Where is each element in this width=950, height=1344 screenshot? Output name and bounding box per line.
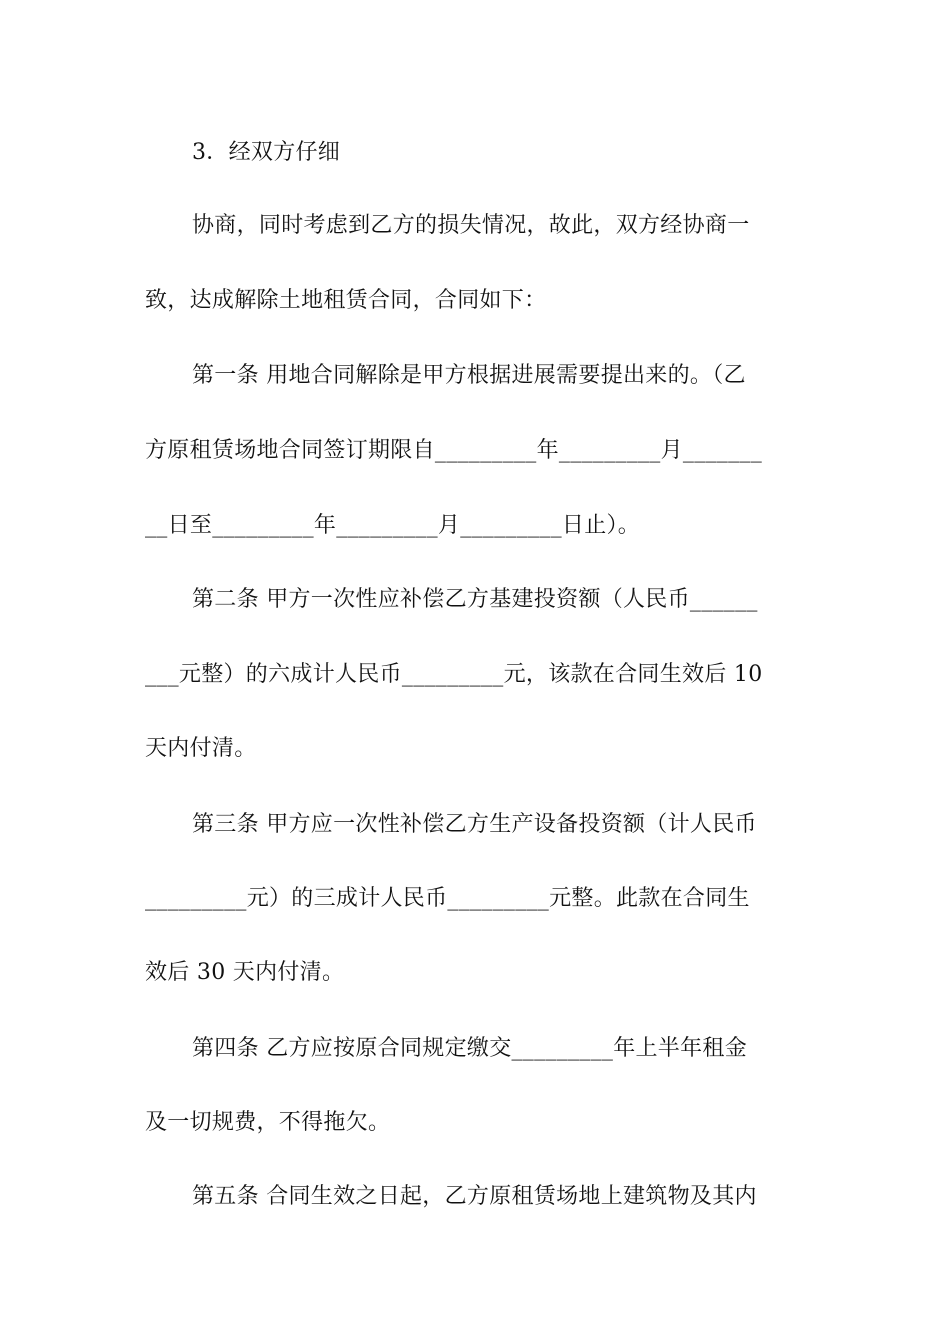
article-5-line-1: 第五条 合同生效之日起，乙方原租赁场地上建筑物及其内 (192, 1184, 757, 1209)
article-2-line-2: ___元整）的六成计人民币_________元，该款在合同生效后 10 (145, 662, 763, 687)
paragraph-line-1: 3．经双方仔细 (192, 140, 341, 165)
article-2-line-1: 第二条 甲方一次性应补偿乙方基建投资额（人民币______ (192, 587, 758, 612)
article-1-line-2: 方原租赁场地合同签订期限自_________年_________月_______ (145, 438, 763, 463)
article-1-line-3: __日至_________年_________月_________日止）。 (145, 513, 641, 538)
article-4-line-1: 第四条 乙方应按原合同规定缴交_________年上半年租金 (192, 1036, 747, 1061)
article-4-line-2: 及一切规费，不得拖欠。 (145, 1110, 391, 1135)
article-3-line-1: 第三条 甲方应一次性补偿乙方生产设备投资额（计人民币 (192, 812, 757, 837)
article-3-line-3: 效后 30 天内付清。 (145, 960, 345, 985)
paragraph-line-2: 协商，同时考虑到乙方的损失情况，故此，双方经协商一 (192, 213, 750, 238)
article-2-line-3: 天内付清。 (145, 736, 257, 761)
article-3-line-2: _________元）的三成计人民币_________元整。此款在合同生 (145, 886, 750, 911)
paragraph-line-3: 致，达成解除土地租赁合同，合同如下： (145, 288, 547, 313)
article-1-line-1: 第一条 用地合同解除是甲方根据进展需要提出来的。（乙 (192, 363, 746, 388)
